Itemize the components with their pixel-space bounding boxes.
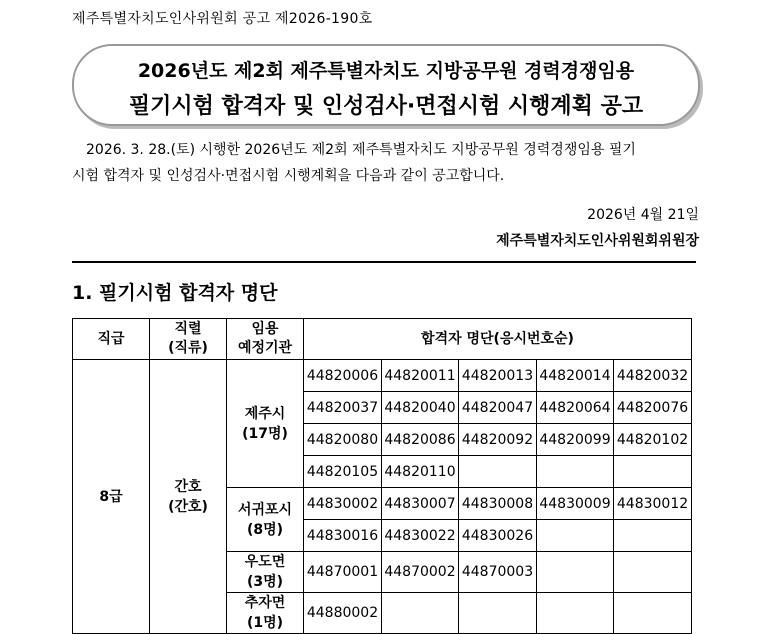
header-agency-line2: 예정기관 — [237, 340, 293, 356]
applicant-number-cell — [537, 520, 614, 552]
header-grade: 직급 — [73, 319, 150, 360]
applicant-number-cell: 44830009 — [537, 488, 614, 520]
applicant-number-cell: 44830012 — [614, 488, 692, 520]
applicant-number-cell — [537, 593, 614, 634]
series-line2: (간호) — [168, 498, 208, 515]
applicant-number-cell: 44820086 — [382, 424, 459, 456]
applicant-number-cell — [459, 593, 537, 634]
agency-count: (3명) — [246, 574, 284, 590]
header-series-line1: 직렬 — [174, 321, 202, 337]
agency-cell — [227, 360, 304, 488]
applicant-number-cell: 44830008 — [459, 488, 537, 520]
applicant-number-cell — [614, 456, 692, 488]
series-line1: 간호 — [174, 478, 202, 495]
applicant-number-cell: 44820076 — [614, 392, 692, 424]
table-row — [73, 360, 692, 392]
applicant-number-cell — [614, 552, 692, 593]
applicant-number-cell: 44820099 — [537, 424, 614, 456]
table-header-row — [73, 319, 692, 360]
header-agency-line1: 임용 — [251, 321, 279, 337]
applicant-number-cell: 44820110 — [382, 456, 459, 488]
agency-name: 제주시 — [244, 405, 286, 422]
applicant-number-cell: 44820037 — [304, 392, 382, 424]
applicant-number-cell: 44820013 — [459, 360, 537, 392]
announcement-date: 2026년 4월 21일 — [587, 207, 699, 223]
title-box — [72, 44, 700, 126]
header-series — [150, 319, 227, 360]
agency-name: 추자면 — [244, 595, 286, 611]
applicant-number-cell: 44880002 — [304, 593, 382, 634]
applicant-number-cell — [382, 593, 459, 634]
applicant-number-cell: 44820047 — [459, 392, 537, 424]
issuer: 제주특별자치도인사위원회위원장 — [496, 233, 699, 249]
applicant-number-cell: 44820105 — [304, 456, 382, 488]
agency-cell — [227, 552, 304, 593]
section-title: 1. 필기시험 합격자 명단 — [72, 282, 278, 304]
applicant-number-cell: 44820080 — [304, 424, 382, 456]
announcement-body — [72, 137, 696, 189]
title-line2: 필기시험 합격자 및 인성검사·면접시험 시행계획 공고 — [128, 94, 644, 119]
agency-cell — [227, 593, 304, 634]
applicant-number-cell — [459, 456, 537, 488]
body-line1: 2026. 3. 28.(토) 시행한 2026년도 제2회 제주특별자치도 지방공무원 경력경쟁임용 필기 — [86, 142, 636, 158]
divider — [72, 261, 696, 263]
applicant-number-cell: 44830007 — [382, 488, 459, 520]
applicant-number-cell: 44870001 — [304, 552, 382, 593]
applicant-number-cell: 44830016 — [304, 520, 382, 552]
applicant-number-cell — [614, 593, 692, 634]
agency-count: (8명) — [246, 521, 284, 538]
applicant-number-cell — [614, 520, 692, 552]
applicant-number-cell: 44820011 — [382, 360, 459, 392]
applicant-number-cell: 44830026 — [459, 520, 537, 552]
applicant-number-cell: 44820064 — [537, 392, 614, 424]
applicant-number-cell: 44820040 — [382, 392, 459, 424]
header-agency — [227, 319, 304, 360]
applicant-number-cell: 44830022 — [382, 520, 459, 552]
agency-count: (1명) — [246, 615, 284, 631]
agency-cell — [227, 488, 304, 552]
applicant-number-cell: 44870002 — [382, 552, 459, 593]
agency-name: 우도면 — [244, 554, 286, 570]
applicant-number-cell — [537, 552, 614, 593]
applicant-number-cell: 44820032 — [614, 360, 692, 392]
title-line1: 2026년도 제2회 제주특별자치도 지방공무원 경력경쟁임용 — [137, 60, 635, 82]
results-table — [72, 318, 692, 634]
grade-cell: 8급 — [73, 360, 150, 634]
applicant-number-cell: 44820102 — [614, 424, 692, 456]
agency-name: 서귀포시 — [237, 501, 293, 518]
applicant-number-cell — [537, 456, 614, 488]
notice-number: 제주특별자치도인사위원회 공고 제2026-190호 — [72, 11, 373, 27]
applicant-number-cell: 44820014 — [537, 360, 614, 392]
applicant-number-cell: 44820006 — [304, 360, 382, 392]
applicant-number-cell: 44820092 — [459, 424, 537, 456]
header-series-line2: (직류) — [168, 340, 208, 356]
series-cell — [150, 360, 227, 634]
applicant-number-cell: 44830002 — [304, 488, 382, 520]
applicant-number-cell: 44870003 — [459, 552, 537, 593]
body-line2: 시험 합격자 및 인성검사·면접시험 시행계획을 다음과 같이 공고합니다. — [72, 168, 505, 184]
results-body — [73, 360, 692, 634]
header-list: 합격자 명단(응시번호순) — [304, 319, 692, 360]
agency-count: (17명) — [242, 425, 288, 442]
